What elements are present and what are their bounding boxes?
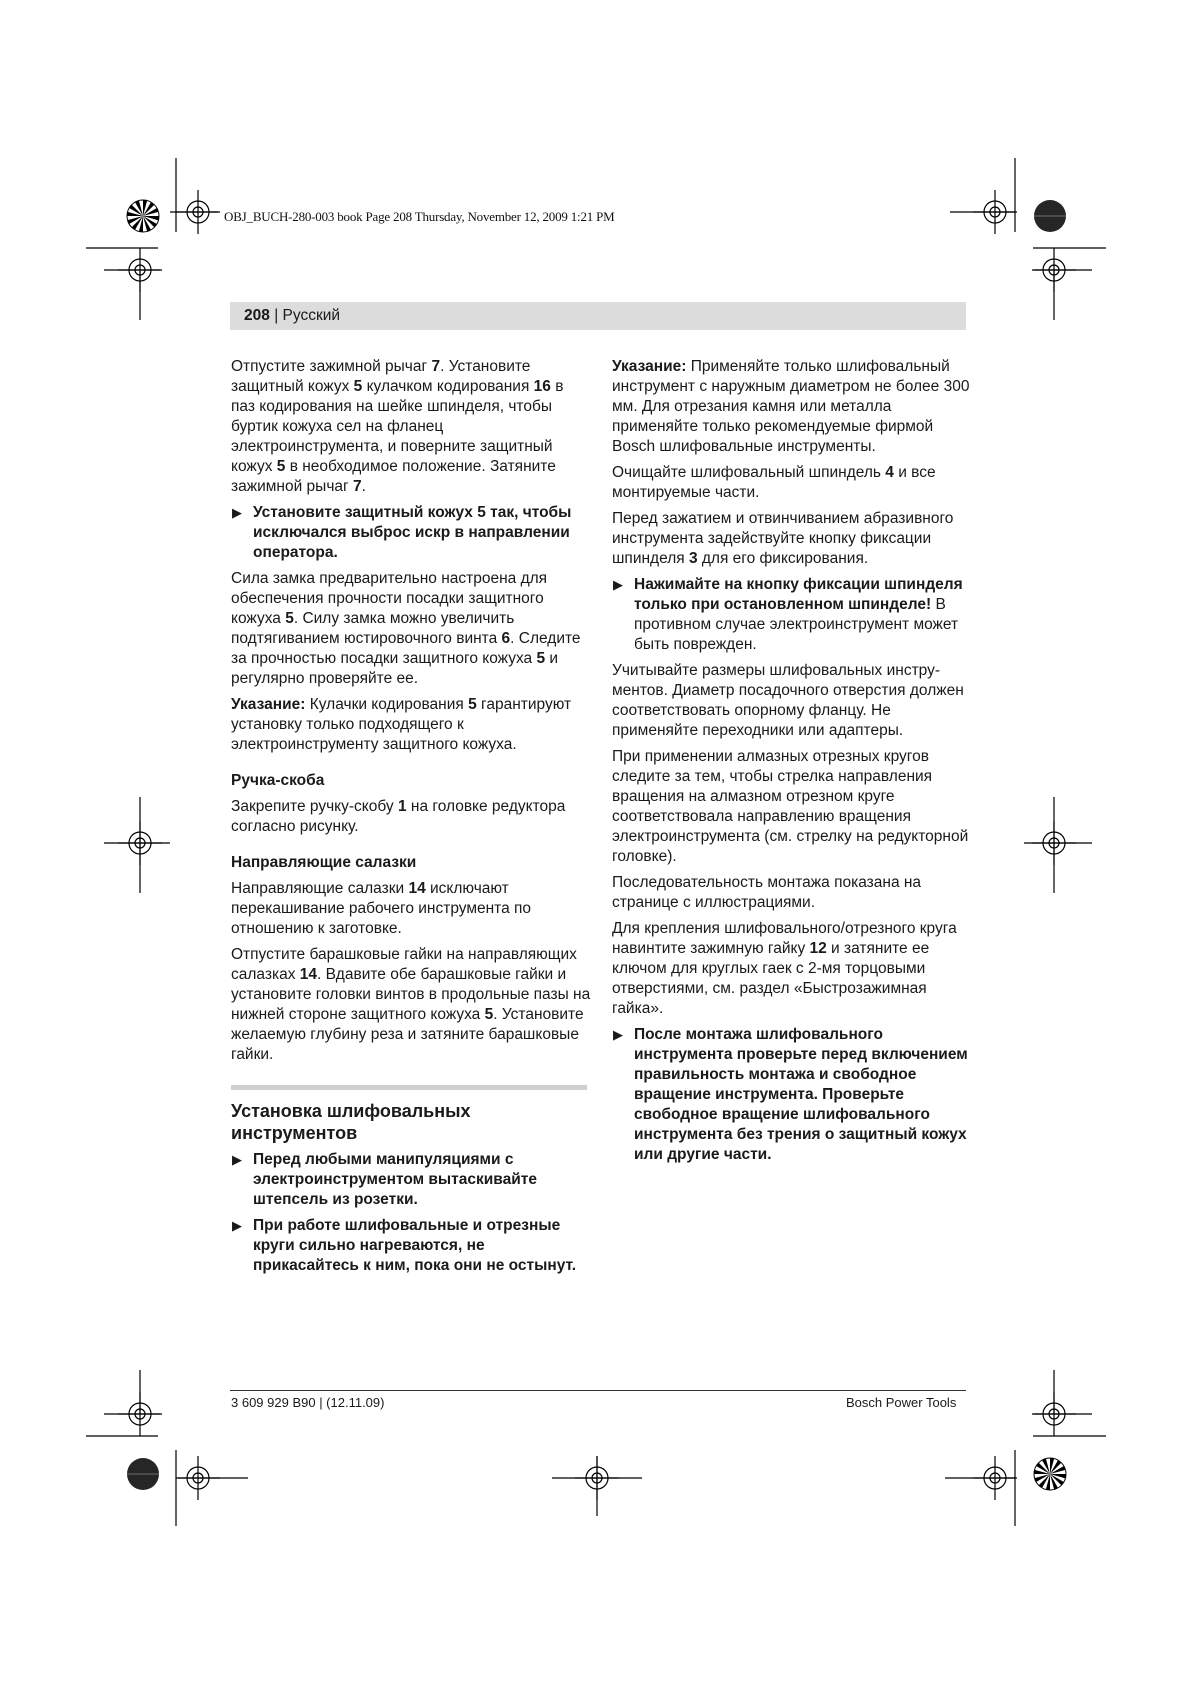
starburst-icon [127, 200, 159, 232]
header-language: Русский [282, 307, 341, 324]
crosshair-icon [176, 1456, 220, 1500]
warning-item: ▶ При работе шлифовальные и отрезные круги сильно нагреваются, не прикасайтесь к ним, пока они не остынут. [232, 1217, 577, 1274]
warning-item: ▶ Установите защитный кожух 5 так, чтобы исключался выброс искр в направлении оператора. [232, 504, 572, 561]
crosshair-icon [973, 1456, 1017, 1500]
note-paragraph: Указание: Кулачки кодирования 5 гарантируют установку только подходящего к электроинструменту защитного кожуха. [231, 696, 572, 753]
paragraph: Сила замка предварительно настроена для обеспечения прочности посадки защитного кожуха 5. Силу замка можно увеличить подтягиванием юстировочного винта 6. Следите за прочностью посадки защитного кожуха 5 и регулярно проверяйте ее. [231, 570, 581, 687]
right-column [612, 357, 970, 1171]
starburst-icon [127, 1458, 159, 1490]
paragraph: Направляющие салазки 14 исключают перекашивание рабочего инструмента по отношению к заготовке. [231, 880, 532, 937]
section-divider [231, 1085, 587, 1090]
warning-item: ▶ После монтажа шлифовального инструмента проверьте перед включением правильность монтажа и свободное вращение инструмента. Проверьте свободное вращение шлифовального инструмента без трения о защитный кожух или другие части. [613, 1026, 968, 1163]
subheading-guides: Направляющие салазки [231, 854, 417, 871]
print-info-line: OBJ_BUCH-280-003 book Page 208 Thursday, November 12, 2009 1:21 PM [224, 209, 615, 224]
paragraph: Отпустите барашковые гайки на направляющих салазках 14. Вдавите обе барашковые гайки и установите головки винтов в продольные пазы на нижней стороне защитного кожуха 5. Установите желаемую глубину реза и затяните барашковые гайки. [231, 946, 591, 1063]
triangle-right-icon: ▶ [232, 1152, 242, 1167]
paragraph: Для крепления шлифовального/отрезного круга навинтите зажимную гайку 12 и затяните ее ключом для круглых гаек с 2-мя торцовыми отверстиями, см. раздел «Быстрозажимная гайка». [612, 920, 957, 1017]
crosshair-icon [118, 1392, 162, 1436]
section-title: Установка шлифовальных инструментов [231, 1101, 471, 1143]
crosshair-icon [1032, 821, 1076, 865]
paragraph: Перед зажатием и отвинчиванием абразивного инструмента задействуйте кнопку фиксации шпинделя 3 для его фиксирования. [612, 510, 954, 567]
crosshair-icon [575, 1456, 619, 1500]
starburst-icon [1034, 1458, 1066, 1490]
starburst-icon [1034, 200, 1066, 232]
page-header [230, 302, 966, 330]
paragraph: Очищайте шлифовальный шпиндель 4 и все монтируемые части. [612, 464, 936, 501]
footer-doc-id: 3 609 929 B90 | (12.11.09) [231, 1395, 385, 1410]
crosshair-icon [1032, 1392, 1076, 1436]
note-paragraph: Указание: Применяйте только шлифовальный инструмент с наружным диаметром не более 300 мм. Для отрезания камня или металла применяйте только рекомендуемые фирмой Bosch шлифовальные инструменты. [612, 358, 970, 455]
crosshair-icon [118, 248, 162, 292]
crosshair-icon [118, 821, 162, 865]
paragraph: Закрепите ручку-скобу 1 на головке редуктора согласно рисунку. [231, 798, 566, 835]
header-separator: | [274, 307, 279, 324]
paragraph: Последовательность монтажа показана на странице с иллюстрациями. [612, 874, 922, 911]
paragraph: При применении алмазных отрезных кругов следите за тем, чтобы стрелка направления вращения на алмазном отрезном круге соответствовала направлению вращения электроинструмента (см. стрелку на редукторной головке). [612, 748, 969, 865]
triangle-right-icon: ▶ [613, 577, 623, 592]
footer-divider [230, 1390, 966, 1391]
warning-item: ▶ Нажимайте на кнопку фиксации шпинделя только при остановленном шпинделе! В противном случае электроинструмент может быть поврежден. [613, 576, 963, 653]
triangle-right-icon: ▶ [232, 505, 242, 520]
paragraph: Учитывайте размеры шлифовальных инстру-ментов. Диаметр посадочного отверстия должен соответствовать опорному фланцу. Не применяйте переходники или адаптеры. [612, 662, 964, 739]
page-number: 208 [244, 307, 270, 324]
triangle-right-icon: ▶ [232, 1218, 242, 1233]
subheading-handle: Ручка-скоба [231, 772, 325, 789]
crosshair-icon [973, 190, 1017, 234]
warning-item: ▶ Перед любыми манипуляциями с электроинструментом вытаскивайте штепсель из розетки. [232, 1151, 537, 1208]
crosshair-icon [176, 190, 220, 234]
triangle-right-icon: ▶ [613, 1027, 623, 1042]
footer-brand: Bosch Power Tools [846, 1395, 957, 1410]
crosshair-icon [1032, 248, 1076, 292]
paragraph: Отпустите зажимной рычаг 7. Установите защитный кожух 5 кулачком кодирования 16 в паз кодирования на шейке шпинделя, чтобы буртик кожуха сел на фланец электроинструмента, и поверните защитный кожух 5 в необходимое положение. Затяните зажимной рычаг 7. [231, 358, 564, 495]
left-column [231, 357, 591, 1282]
